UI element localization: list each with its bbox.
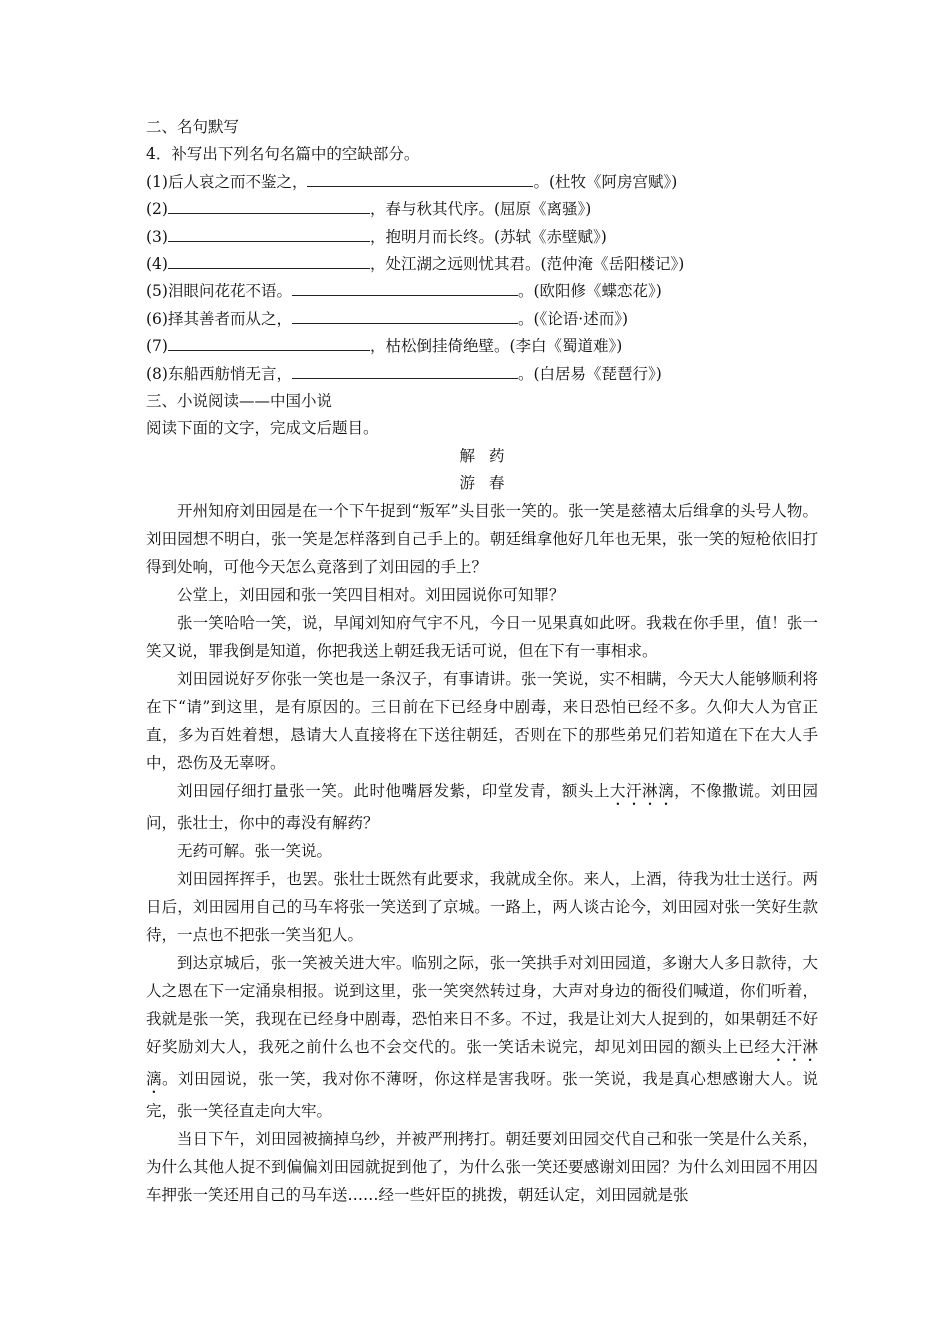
- quote-item-3: [146, 224, 818, 251]
- quote-item-text: 择其善者而从之，: [167, 309, 292, 328]
- story-paragraph: 当日下午，刘田园被摘掉乌纱，并被严刑拷打。朝廷要刘田园交代自己和张一笑是什么关系，为什么其他人捉不到偏偏刘田园就捉到他了，为什么张一笑还要感谢刘田园？为什么刘田园不用囚车押张一笑还用自己的马车送……经一些奸臣的挑拨，朝廷认定，刘田园就是张: [146, 1130, 818, 1205]
- fill-blank[interactable]: [168, 333, 370, 351]
- quote-item-6: [146, 306, 818, 333]
- quote-item-2: [146, 196, 818, 223]
- paragraph-text: 刘田园仔细打量张一笑。此时他嘴唇发紫，印堂发青，额头上: [177, 782, 611, 801]
- quote-item-source: 。(欧阳修《蝶恋花》): [517, 282, 662, 301]
- story-paragraph: [146, 949, 818, 1125]
- quote-item-number: (1): [146, 172, 168, 191]
- fill-blank[interactable]: [168, 224, 370, 242]
- fill-blank[interactable]: [307, 169, 533, 187]
- quote-item-1: [146, 169, 818, 196]
- paragraph-text: 到达京城后，张一笑被关进大牢。临别之际，张一笑拱手对刘田园道，多谢大人多日款待，大人之恩在下一定涌泉相报。说到这里，张一笑突然转过身，大声对身边的衙役们喊道，你们听着，我就是张一笑，我现在已经身中剧毒，恐怕来日不多。不过，我是让刘大人捉到的，如果朝廷不好好奖励刘大人，我死之前什么也不会交代的。张一笑话未说完，却见刘田园的额头上已经: [146, 954, 818, 1057]
- story-paragraph: 公堂上，刘田园和张一笑四目相对。刘田园说你可知罪？: [177, 586, 565, 605]
- section-heading-quotes: 二、名句默写: [146, 118, 240, 136]
- fill-blank[interactable]: [168, 196, 370, 214]
- quote-item-source: 。(杜牧《阿房宫赋》): [533, 172, 678, 191]
- quote-item-number: (8): [146, 364, 168, 383]
- quote-item-source: ，春与秋其代序。(屈原《离骚》): [369, 200, 592, 219]
- story-paragraph: 开州知府刘田园是在一个下午捉到“叛军”头目张一笑的。张一笑是慈禧太后缉拿的头号人物。刘田园想不明白，张一笑是怎样落到自己手上的。朝廷缉拿他好几年也无果，张一笑的短枪依旧打得到处响，可他今天怎么竟落到了刘田园的手上？: [146, 502, 818, 577]
- quote-item-source: 。(白居易《琵琶行》): [517, 364, 662, 383]
- story-title: 解药: [459, 446, 519, 465]
- paragraph-text: 。刘田园说，张一笑，我对你不薄呀，你这样是害我呀。张一笑说，我是真心想感谢大人。说完，张一笑径直走向大牢。: [146, 1070, 818, 1121]
- quote-item-7: [146, 333, 818, 360]
- story-paragraph: 张一笑哈哈一笑，说，早闻刘知府气宇不凡，今日一见果真如此呀。我栽在你手里，值！张一笑又说，罪我倒是知道，你把我送上朝廷我无话可说，但在下有一事相求。: [146, 614, 818, 661]
- story-author: 游春: [459, 474, 519, 493]
- quote-item-4: [146, 251, 818, 278]
- fill-blank[interactable]: [292, 306, 518, 324]
- paragraph-text: ，不像撒谎。刘田园问，张壮士，你中的毒没有解药？: [146, 782, 818, 833]
- fill-blank[interactable]: [292, 278, 518, 296]
- quote-item-number: (6): [146, 309, 168, 328]
- emphasized-phrase: 大汗淋漓: [146, 1038, 818, 1089]
- fill-blank[interactable]: [292, 361, 518, 379]
- quote-item-source: ，处江湖之远则忧其君。(范仲淹《岳阳楼记》): [369, 254, 685, 273]
- quote-item-number: (2): [146, 200, 168, 219]
- story-paragraph: [146, 777, 818, 837]
- quote-item-source: ，枯松倒挂倚绝壁。(李白《蜀道难》): [369, 337, 623, 356]
- fill-blank[interactable]: [168, 251, 370, 269]
- emphasized-phrase: 大汗淋漓: [610, 782, 675, 801]
- quote-item-number: (7): [146, 337, 168, 356]
- document-content: [146, 114, 818, 1209]
- story-paragraph: 无药可解。张一笑说。: [177, 842, 333, 861]
- quote-item-text: 东船西舫悄无言，: [167, 364, 292, 383]
- quote-item-number: (4): [146, 254, 168, 273]
- story-paragraph: 刘田园说好歹你张一笑也是一条汉子，有事请讲。张一笑说，实不相瞒，今天大人能够顺利将在下“请”到这里，是有原因的。三日前在下已经身中剧毒，来日恐怕已经不多。久仰大人为官正直，多为百姓着想，恳请大人直接将在下送往朝廷，否则在下的那些弟兄们若知道在下在大人手中，恐伤及无辜呀。: [146, 670, 818, 773]
- story-paragraph: 刘田园挥挥手，也罢。张壮士既然有此要求，我就成全你。来人，上酒，待我为壮士送行。两日后，刘田园用自己的马车将张一笑送到了京城。一路上，两人谈古论今，刘田园对张一笑好生款待，一点也不把张一笑当犯人。: [146, 870, 818, 945]
- quote-item-source: ，抱明月而长终。(苏轼《赤壁赋》): [369, 227, 607, 246]
- section-heading-novel: 三、小说阅读——中国小说: [146, 391, 333, 410]
- quote-item-source: 。(《论语·述而》): [517, 309, 629, 328]
- quote-item-8: [146, 361, 818, 388]
- question-4-prompt: 4．补写出下列名句名篇中的空缺部分。: [146, 145, 420, 164]
- quote-item-5: [146, 278, 818, 305]
- quote-item-number: (5): [146, 282, 168, 301]
- quote-item-number: (3): [146, 227, 168, 246]
- reading-instruction: 阅读下面的文字，完成文后题目。: [146, 419, 379, 438]
- quote-item-text: 后人哀之而不鉴之，: [167, 172, 308, 191]
- quote-item-text: 泪眼问花花不语。: [167, 282, 292, 301]
